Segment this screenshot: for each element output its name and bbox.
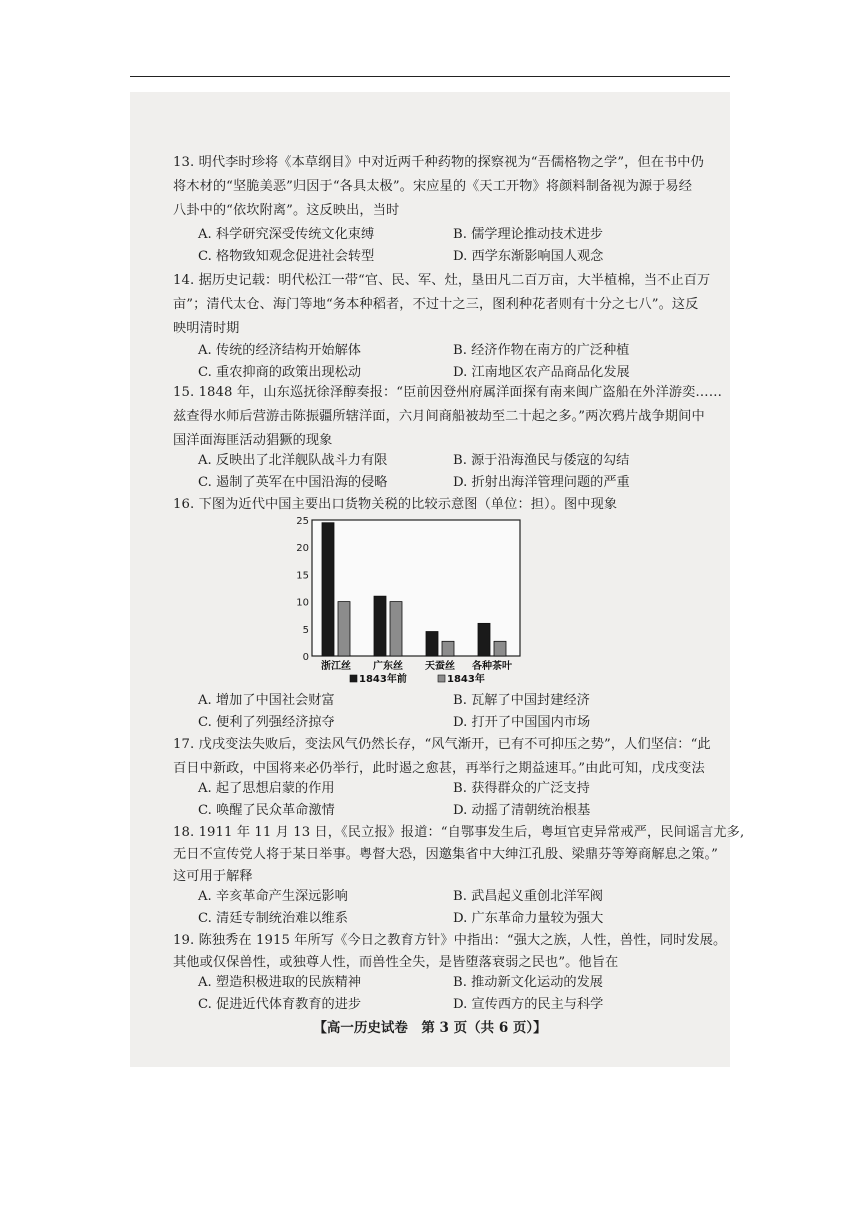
- bar-before-1843-0: [322, 523, 334, 656]
- q19-option-b: B. 推动新文化运动的发展: [453, 975, 603, 990]
- x-category-label: 广东丝: [373, 661, 403, 672]
- bar-before-1843-1: [374, 596, 386, 656]
- q14-option-d: D. 江南地区农产品商品化发展: [453, 365, 630, 380]
- q13-line-1: 13. 明代李时珍将《本草纲目》中对近两千种药物的探察视为“吾儒格物之学”，但在书中仍: [173, 155, 704, 170]
- q13-option-c: C. 格物致知观念促进社会转型: [198, 249, 375, 264]
- y-tick-label: 5: [302, 624, 309, 636]
- q18-option-d: D. 广东革命力量较为强大: [453, 911, 604, 926]
- q13-option-a: A. 科学研究深受传统文化束缚: [198, 227, 375, 242]
- q14-line-2: 亩”；清代太仓、海门等地“务本种稻者，不过十之三，图利种花者则有十分之七八”。这反: [173, 297, 699, 312]
- q18-option-a: A. 辛亥革命产生深远影响: [198, 889, 348, 904]
- q18-option-b: B. 武昌起义重创北洋军阀: [453, 889, 603, 904]
- bar-1843-3: [494, 641, 506, 656]
- q15-option-c: C. 遏制了英军在中国沿海的侵略: [198, 475, 388, 490]
- q17-option-c: C. 唤醒了民众革命激情: [198, 803, 335, 818]
- q18-line-1: 18. 1911 年 11 月 13 日，《民立报》报道：“自鄂事发生后，粤垣官吏异常戒严，民间谣言尤多,: [173, 825, 745, 840]
- y-tick-label: 25: [296, 516, 309, 527]
- bar-before-1843-3: [478, 623, 490, 656]
- q14-option-b: B. 经济作物在南方的广泛种植: [453, 343, 630, 358]
- y-tick-label: 10: [296, 597, 309, 609]
- q19-line-2: 其他或仅保兽性，或独尊人性，而兽性全失，是皆堕落衰弱之民也”。他旨在: [173, 955, 619, 970]
- y-tick-label: 15: [296, 570, 309, 582]
- q15-option-d: D. 折射出海洋管理问题的严重: [453, 475, 630, 490]
- legend-label: 1843年: [447, 674, 485, 685]
- q18-line-2: 无日不宣传党人将于某日举事。粤督大恐，因邀集省中大绅江孔殷、梁鼎芬等筹商解息之策。”: [173, 847, 719, 862]
- top-rule: [130, 76, 730, 77]
- q17-option-a: A. 起了思想启蒙的作用: [198, 781, 335, 796]
- q15-line-1: 15. 1848 年，山东巡抚徐泽醇奏报：“臣前因登州府属洋面探有南来闽广盗船在外洋游奕……: [173, 385, 723, 400]
- q16-option-c: C. 便利了列强经济掠夺: [198, 715, 335, 730]
- q16-line-1: 16. 下图为近代中国主要出口货物关税的比较示意图（单位：担）。图中现象: [173, 497, 618, 512]
- q18-line-3: 这可用于解释: [173, 869, 253, 884]
- y-tick-label: 0: [302, 652, 309, 663]
- legend-swatch: [438, 675, 445, 682]
- bar-1843-2: [442, 641, 454, 656]
- q19-option-c: C. 促进近代体育教育的进步: [198, 997, 362, 1012]
- page-footer: 【高一历史试卷 第 3 页（共 6 页）】: [313, 1020, 547, 1036]
- q14-option-c: C. 重农抑商的政策出现松动: [198, 365, 362, 380]
- q16-option-b: B. 瓦解了中国封建经济: [453, 693, 590, 708]
- y-tick-label: 20: [296, 543, 309, 555]
- q13-line-3: 八卦中的“依坎附离”。这反映出，当时: [173, 203, 400, 218]
- q14-line-3: 映明清时期: [173, 321, 240, 336]
- bar-1843-0: [338, 602, 350, 656]
- q17-option-d: D. 动摇了清朝统治根基: [453, 803, 591, 818]
- q14-option-a: A. 传统的经济结构开始解体: [198, 343, 361, 358]
- q19-option-a: A. 塑造积极进取的民族精神: [198, 975, 361, 990]
- bar-before-1843-2: [426, 632, 438, 656]
- legend-swatch: [350, 675, 357, 682]
- q13-option-d: D. 西学东渐影响国人观念: [453, 249, 604, 264]
- q14-line-1: 14. 据历史记载：明代松江一带“官、民、军、灶，垦田凡二百万亩，大半植棉，当不止百万: [173, 273, 711, 288]
- legend-label: 1843年前: [359, 674, 407, 685]
- q13-option-b: B. 儒学理论推动技术进步: [453, 227, 603, 242]
- q17-line-1: 17. 戊戌变法失败后，变法风气仍然长存，“风气渐开，已有不可抑压之势”，人们坚信：“此: [173, 737, 711, 752]
- x-category-label: 各种茶叶: [472, 661, 512, 672]
- q16-option-d: D. 打开了中国国内市场: [453, 715, 591, 730]
- q15-option-b: B. 源于沿海渔民与倭寇的勾结: [453, 453, 630, 468]
- q15-option-a: A. 反映出了北洋舰队战斗力有限: [198, 453, 388, 468]
- q13-line-2: 将木材的“坚脆美恶”归因于“各具太极”。宋应星的《天工开物》将颜料制备视为源于易经: [173, 179, 693, 194]
- x-category-label: 天蚕丝: [425, 661, 455, 672]
- q15-line-2: 兹查得水师后营游击陈振疆所辖洋面，六月间商船被劫至二十起之多。”两次鸦片战争期间中: [173, 409, 705, 424]
- q17-line-2: 百日中新政，中国将来必仍举行，此时遏之愈甚，再举行之期益速耳。”由此可知，戊戌变法: [173, 761, 705, 776]
- q15-line-3: 国洋面海匪活动猖獗的现象: [173, 433, 333, 448]
- x-category-label: 浙江丝: [321, 661, 351, 672]
- q18-option-c: C. 清廷专制统治难以维系: [198, 911, 348, 926]
- export-tariff-bar-chart: [292, 516, 524, 688]
- q16-option-a: A. 增加了中国社会财富: [198, 693, 335, 708]
- q19-line-1: 19. 陈独秀在 1915 年所写《今日之教育方针》中指出：“强大之族，人性，兽性，同时发展。: [173, 933, 727, 948]
- q19-option-d: D. 宣传西方的民主与科学: [453, 997, 604, 1012]
- bar-1843-1: [390, 602, 402, 656]
- q17-option-b: B. 获得群众的广泛支持: [453, 781, 590, 796]
